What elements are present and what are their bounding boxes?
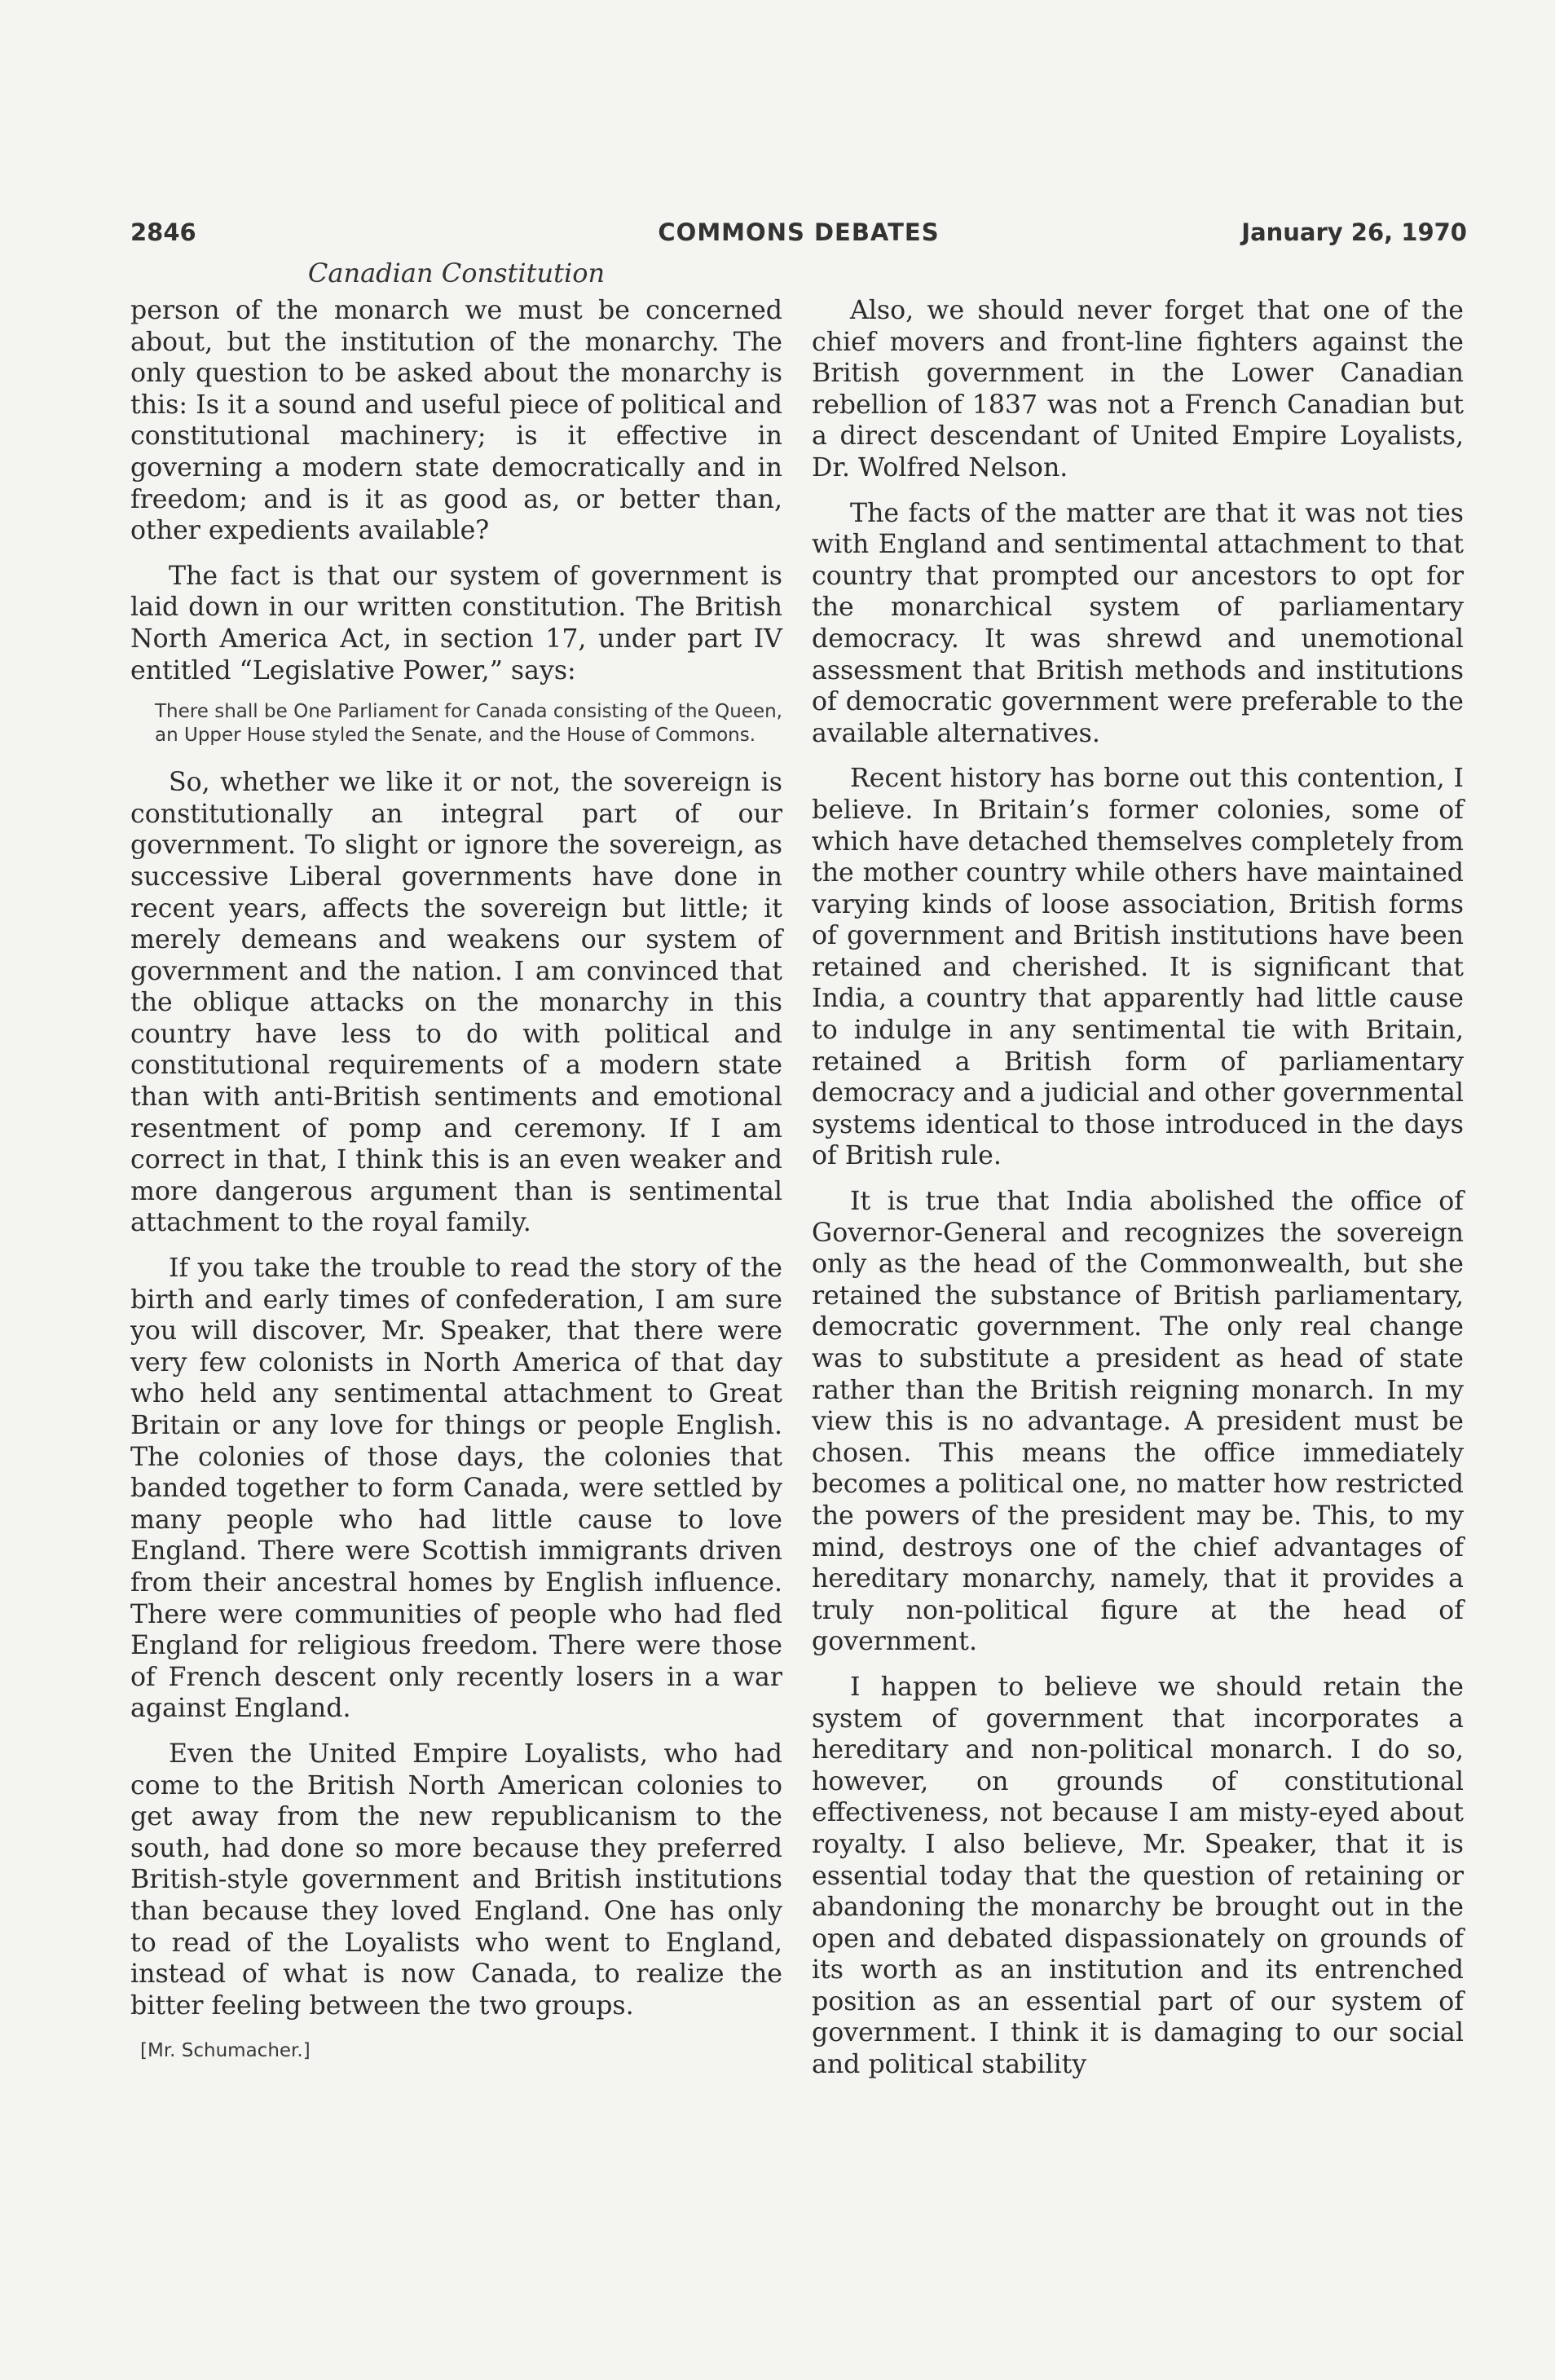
paragraph: The fact is that our system of government is laid down in our written constitution. The British North America Act, in section 17, under part IV entitled “Legislative Power,” says: <box>130 561 782 685</box>
paragraph: I happen to believe we should retain the system of government that incorporates a hereditary and non-political monarch. I do so, however, on grounds of constitutional effectiveness, not because I am misty-eyed about royalty. I also believe, Mr. Speaker, that it is essential today that the question of retaining or abandoning the monarchy be brought out in the open and debated dispassionately on grounds of its worth as an institution and its entrenched position as an essential part of our system of government. I think it is damaging to our social and political stability <box>812 1672 1464 2080</box>
paragraph: It is true that India abolished the office of Governor-General and recognizes the sovereign only as the head of the Commonwealth, but she retained the substance of British parliamentary, democratic government. The only real change was to substitute a president as head of state rather than the British reigning monarch. In my view this is no advantage. A president must be chosen. This means the office immediately becomes a political one, no matter how restricted the powers of the president may be. This, to my mind, destroys one of the chief advantages of hereditary monarchy, namely, that it provides a truly non-political figure at the head of government. <box>812 1187 1464 1657</box>
section-title: Canadian Constitution <box>307 258 606 289</box>
session-date: January 26, 1970 <box>1241 218 1467 246</box>
publication-title: COMMONS DEBATES <box>658 218 940 246</box>
paragraph: So, whether we like it or not, the sovereign is constitutionally an integral part of our government. To slight or ignore the sovereign, as successive Liberal governments have done in recent years, affects the sovereign but little; it merely demeans and weakens our system of government and the nation. I am convinced that the oblique attacks on the monarchy in this country have less to do with political and constitutional requirements of a modern state than with anti-British sentiments and emotional resentment of pomp and ceremony. If I am correct in that, I think this is an even weaker and more dangerous argument than is sentimental attachment to the royal family. <box>130 768 782 1238</box>
paragraph: person of the monarch we must be concerned about, but the institution of the monarchy. The only question to be asked about the monarchy is this: Is it a sound and useful piece of political and constitutional machinery; is it effective in governing a modern state democratically and in freedom; and is it as good as, or better than, other expedients available? <box>130 296 782 546</box>
page-number: 2846 <box>130 218 196 246</box>
paragraph: Recent history has borne out this contention, I believe. In Britain’s former colonies, some of which have detached themselves completely from the mother country while others have maintained varying kinds of loose association, British forms of government and British institutions have been retained and cherished. It is significant that India, a country that apparently had little cause to indulge in any sentimental tie with Britain, retained a British form of parliamentary democracy and a judicial and other governmental systems identical to those introduced in the days of British rule. <box>812 764 1464 1171</box>
paragraph: Even the United Empire Loyalists, who had come to the British North American colonies to get away from the new republicanism to the south, had done so more because they preferred British-style government and British institutions than because they loved England. One has only to read of the Loyalists who went to England, instead of what is now Canada, to realize the bitter feeling between the two groups. <box>130 1739 782 2021</box>
speaker-attribution: [Mr. Schumacher.] <box>140 2040 311 2062</box>
left-column <box>130 295 782 2067</box>
right-column <box>812 295 1464 2095</box>
block-quote: There shall be One Parliament for Canada consisting of the Queen, an Upper House styled the Senate, and the House of Commons. <box>155 701 782 747</box>
paragraph: The facts of the matter are that it was not ties with England and sentimental attachment to that country that prompted our ancestors to opt for the monarchical system of parliamentary democracy. It was shrewd and unemotional assessment that British methods and institutions of democratic government were preferable to the available alternatives. <box>812 498 1464 748</box>
paragraph: If you take the trouble to read the story of the birth and early times of confederation, I am sure you will discover, Mr. Speaker, that there were very few colonists in North America of that day who held any sentimental attachment to Great Britain or any love for things or people English. The colonies of those days, the colonies that banded together to form Canada, were settled by many people who had little cause to love England. There were Scottish immigrants driven from their ancestral homes by English influence. There were communities of people who had fled England for religious freedom. There were those of French descent only recently losers in a war against England. <box>130 1254 782 1724</box>
page-header <box>130 218 1467 254</box>
paragraph: Also, we should never forget that one of the chief movers and front-line fighters against the British government in the Lower Canadian rebellion of 1837 was not a French Canadian but a direct descendant of United Empire Loyalists, Dr. Wolfred Nelson. <box>812 296 1464 483</box>
